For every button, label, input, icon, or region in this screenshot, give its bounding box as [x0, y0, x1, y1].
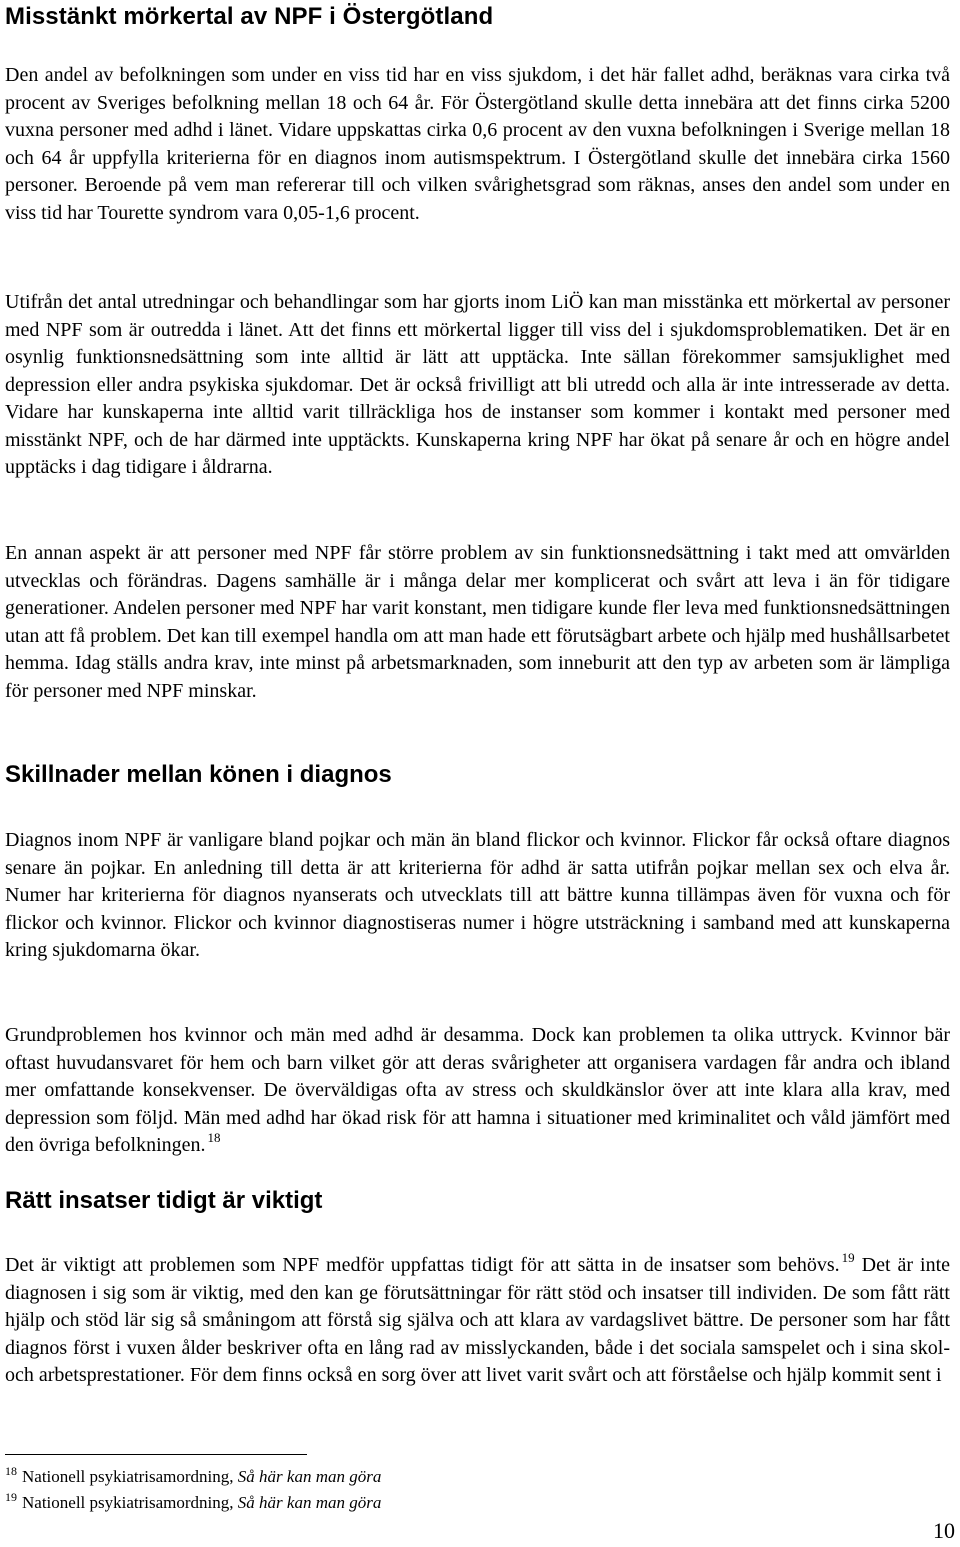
paragraph-gender-diagnosis: Diagnos inom NPF är vanligare bland pojkar och män än bland flickor och kvinnor. Flickor får också oftare diagnos senare än pojkar. En anledning till detta är att kriterierna för adhd är satta utifrån pojkar mellan sex och elva år. Numer har kriterierna för diagnos nyanserats och utvecklats till att bättre kunna tillämpas även för vuxna och för flickor och kvinnor. Flickor och kvinnor diagnostiseras numer i högre utsträckning i samband med att kunskaperna kring sjukdomarna ökar. — [5, 829, 950, 961]
page-number: 10 — [933, 1518, 955, 1543]
footnote-19 — [5, 1492, 381, 1514]
paragraph-dark-figure: Utifrån det antal utredningar och behandlingar som har gjorts inom LiÖ kan man misstänka ett mörkertal av personer med NPF som är outredda i länet. Att det finns ett mörkertal ligger till viss del i sjukdomsproblematiken. Det är en osynlig funktionsnedsättning som inte alltid är lätt att upptäcka. Inte sällan förekommer samsjuklighet med depression eller andra psykiska sjukdomar. Det är också frivilligt att bli utredd och alla är inte intresserade av detta. Vidare har kunskaperna inte alltid varit tillräckliga hos de instanser som kommer i kontakt med personer med misstänkt NPF, och de har därmed inte upptäckts. Kunskaperna kring NPF har ökat på senare år och en högre andel upptäcks i dag tidigare i åldrarna. — [5, 291, 950, 478]
footnote-title: Så här kan man göra — [237, 1467, 382, 1486]
document-page — [5, 0, 955, 1547]
footnote-18 — [5, 1466, 381, 1488]
footnote-ref-19[interactable]: 19 — [841, 1250, 855, 1265]
paragraph-early-interventions-text-b: Det är inte diagnosen i sig som är viktig, med den kan ge förutsättningar för rätt stöd och insatser till individen. De som fått rätt hjälp och stöd lär sig så småningom att förstå sig själva och att klara av vardagslivet bättre. De personer som har fått diagnos först i vuxen ålder beskriver ofta en lång rad av misslyckanden, både i det sociala samspelet och i sina skol- och arbetsprestationer. För dem finns också en sorg över att livet varit svårt och att förståelse och hjälp kommit sent i — [5, 1254, 951, 1386]
page-title: Misstänkt mörkertal av NPF i Östergötland — [5, 3, 494, 30]
paragraph-society-changes: En annan aspekt är att personer med NPF får större problem av sin funktionsnedsättning i takt med att omvärlden utvecklas och förändras. Dagens samhälle är i många delar mer komplicerat och svårt att leva i än för tidigare generationer. Andelen personer med NPF har varit konstant, men tidigare kunde fler leva med funktionsnedsättningen utan att få problem. Det kan till exempel handla om att man hade ett förutsägbart arbete och hjälp med hushållsarbetet hemma. Idag ställs andra krav, inte minst på arbetsmarknaden, som inneburit att den typ av arbeten som är lämpliga för personer med NPF minskar. — [5, 542, 950, 702]
section-heading-gender-differences: Skillnader mellan könen i diagnos — [5, 761, 392, 788]
footnote-number: 19 — [5, 1490, 17, 1504]
section-heading-early-interventions: Rätt insatser tidigt är viktigt — [5, 1187, 323, 1214]
footnote-title: Så här kan man göra — [237, 1493, 382, 1512]
paragraph-early-interventions-text-a: Det är viktigt att problemen som NPF medför uppfattas tidigt för att sätta in de insatser som behövs. — [5, 1254, 840, 1276]
footnote-ref-18[interactable]: 18 — [207, 1130, 221, 1145]
paragraph-prevalence: Den andel av befolkningen som under en viss tid har en viss sjukdom, i det här fallet adhd, beräknas vara cirka två procent av Sveriges befolkning mellan 18 och 64 år. För Östergötland skulle detta innebära att det finns cirka 5200 vuxna personer med adhd i länet. Vidare uppskattas cirka 0,6 procent av den vuxna befolkningen i Sverige mellan 18 och 64 år uppfylla kriterierna för en diagnos inom autismspektrum. I Östergötland skulle det innebära cirka 1560 personer. Beroende på vem man refererar till och vilken svårighetsgrad som räknas, anses den andel som under en viss tid har Tourette syndrom vara 0,05-1,6 procent. — [5, 64, 950, 224]
paragraph-core-problems-text: Grundproblemen hos kvinnor och män med adhd är desamma. Dock kan problemen ta olika uttryck. Kvinnor bär oftast huvudansvaret för hem och barn vilket gör att deras svårigheter att organisera vardagen får andra och ibland mer omfattande konsekvenser. De överväldigas ofta av stress och skuldkänslor över att inte klara alla krav, med depression som följd. Män med adhd har ökad risk för att hamna i situationer med kriminalitet och våld jämfört med den övriga befolkningen. — [5, 1024, 950, 1156]
footnote-source: Nationell psykiatrisamordning, — [22, 1493, 238, 1512]
paragraph-early-interventions — [5, 1252, 950, 1390]
paragraph-core-problems — [5, 1022, 950, 1160]
footnote-separator — [5, 1454, 307, 1455]
footnote-source: Nationell psykiatrisamordning, — [22, 1467, 238, 1486]
footnote-number: 18 — [5, 1464, 17, 1478]
